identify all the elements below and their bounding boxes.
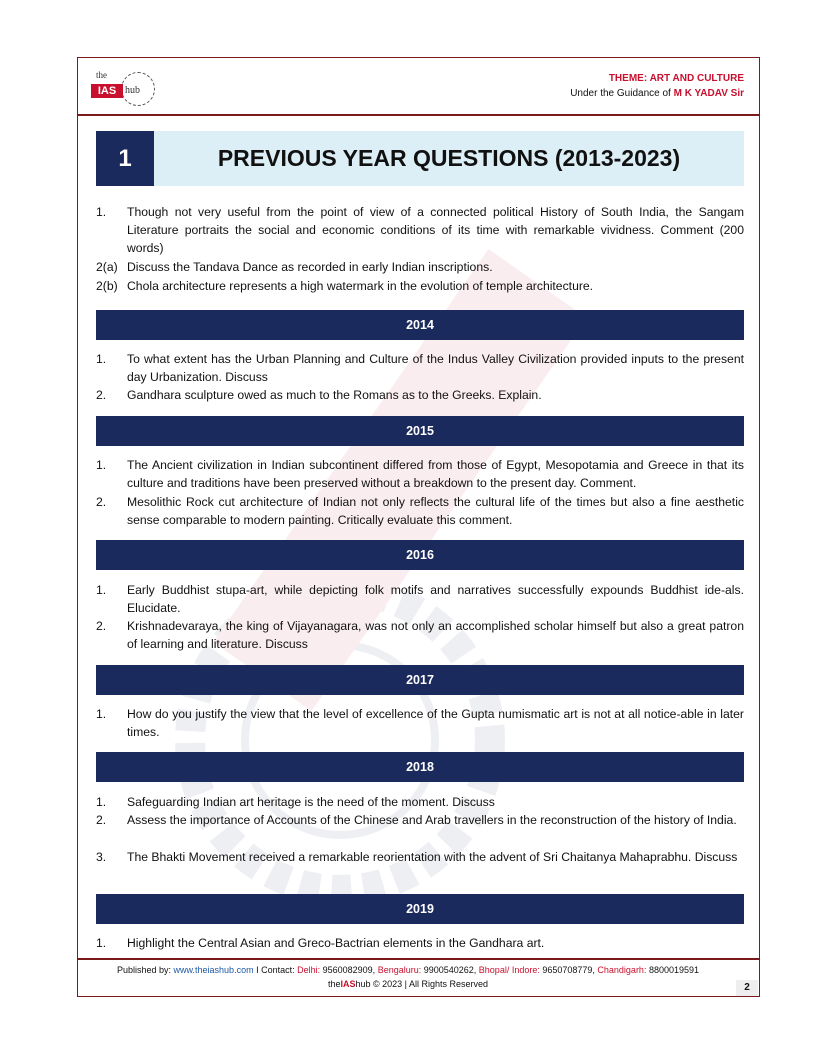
question-item <box>96 581 744 617</box>
year-header-2016: 2016 <box>96 540 744 570</box>
chapter-title: PREVIOUS YEAR QUESTIONS (2013-2023) <box>217 145 681 171</box>
question-number: 2(b) <box>96 279 118 293</box>
question-item <box>96 258 744 276</box>
question-item <box>96 493 744 529</box>
logo-hub-text: hub <box>125 85 140 96</box>
year-header-2019: 2019 <box>96 894 744 924</box>
question-item <box>96 793 744 811</box>
year-header-2014: 2014 <box>96 310 744 340</box>
question-number: 1. <box>96 707 107 721</box>
footer-website-link[interactable]: www.theiashub.com <box>173 965 254 975</box>
question-text: How do you justify the view that the level of excellence of the Gupta numismatic art is not at all notice-able in later times. <box>127 707 744 739</box>
question-text: Gandhara sculpture owed as much to the Romans as to the Greeks. Explain. <box>127 388 542 402</box>
question-item <box>96 277 744 295</box>
question-item <box>96 386 744 404</box>
question-text: Krishnadevaraya, the king of Vijayanagara, was not only an accomplished scholar himself but also a great patron of learning and literature. Discuss <box>127 619 744 651</box>
guidance-line <box>570 88 744 99</box>
year-header-2015: 2015 <box>96 416 744 446</box>
question-text: Assess the importance of Accounts of the Chinese and Arab travellers in the reconstruction of the history of India. <box>127 813 737 827</box>
copyright-prefix: the <box>327 979 341 989</box>
copyright-suffix: hub © 2023 | All Rights Reserved <box>355 979 489 989</box>
footer-bengaluru-number: 9900540262, <box>421 965 479 975</box>
question-number: 1. <box>96 583 107 597</box>
logo-the-text: the <box>96 70 107 80</box>
guidance-prefix: Under the Guidance of <box>570 88 674 99</box>
question-text: To what extent has the Urban Planning and Culture of the Indus Valley Civilization provided inputs to the present day Urbanization. Discuss <box>127 352 744 384</box>
year-header-2017: 2017 <box>96 665 744 695</box>
footer-delhi-number: 9560082909, <box>320 965 378 975</box>
iashub-logo <box>91 70 161 110</box>
question-text: Discuss the Tandava Dance as recorded in early Indian inscriptions. <box>127 260 493 274</box>
question-number: 2. <box>96 388 107 402</box>
question-text: The Ancient civilization in Indian subcontinent differed from those of Egypt, Mesopotamia and Greece in that its culture and traditions have been preserved without a breakdown to the present day. Comment. <box>127 458 744 490</box>
question-item <box>96 203 744 257</box>
footer-delhi-label: Delhi: <box>297 965 321 975</box>
footer-bhopal-label: Bhopal/ Indore: <box>478 965 540 975</box>
footer-contact-line <box>0 965 816 975</box>
footer-bengaluru-label: Bengaluru: <box>377 965 422 975</box>
question-item <box>96 456 744 492</box>
footer-chandigarh-label: Chandigarh: <box>597 965 647 975</box>
question-item <box>96 848 744 866</box>
question-number: 1. <box>96 936 107 950</box>
question-item <box>96 811 744 829</box>
question-text: Though not very useful from the point of view of a connected political History of South India, the Sangam Literature portraits the social and economic conditions of its time with remarkable vividness. Comment (200 words) <box>127 205 744 255</box>
question-item <box>96 350 744 386</box>
footer-chandigarh-number: 8800019591 <box>646 965 700 975</box>
footer-contact-label: I Contact: <box>253 965 298 975</box>
question-item <box>96 617 744 653</box>
question-number: 2. <box>96 495 107 509</box>
page-number: 2 <box>736 980 758 996</box>
chapter-title-bar <box>96 131 744 186</box>
logo-ias-text: IAS <box>91 84 123 98</box>
year-header-2018: 2018 <box>96 752 744 782</box>
footer-published-label: Published by: <box>116 965 174 975</box>
question-number: 3. <box>96 850 107 864</box>
question-number: 2(a) <box>96 260 118 274</box>
question-number: 1. <box>96 795 107 809</box>
guidance-name: M K YADAV Sir <box>673 88 744 99</box>
header-divider <box>78 114 759 116</box>
question-text: The Bhakti Movement received a remarkable reorientation with the advent of Sri Chaitanya Mahaprabhu. Discuss <box>127 850 738 864</box>
theme-label: THEME: ART AND CULTURE <box>608 73 744 84</box>
question-text: Early Buddhist stupa-art, while depicting folk motifs and narratives successfully expounds Buddhist ide-als. Elucidate. <box>127 583 744 615</box>
question-text: Highlight the Central Asian and Greco-Bactrian elements in the Gandhara art. <box>127 936 545 950</box>
footer-divider <box>78 958 759 960</box>
chapter-number: 1 <box>96 131 154 186</box>
question-number: 2. <box>96 619 107 633</box>
question-number: 1. <box>96 205 107 219</box>
question-number: 1. <box>96 352 107 366</box>
question-text: Chola architecture represents a high watermark in the evolution of temple architecture. <box>127 279 594 293</box>
question-text: Mesolithic Rock cut architecture of Indian not only reflects the cultural life of the times but also a fine aesthetic sense comparable to modern painting. Critically evaluate this comment. <box>127 495 744 527</box>
question-number: 2. <box>96 813 107 827</box>
question-item <box>96 934 744 952</box>
footer-bhopal-number: 9650708779, <box>539 965 598 975</box>
question-item <box>96 705 744 741</box>
footer-copyright <box>0 979 816 989</box>
copyright-ias: IAS <box>340 979 356 989</box>
question-text: Safeguarding Indian art heritage is the need of the moment. Discuss <box>127 795 495 809</box>
question-number: 1. <box>96 458 107 472</box>
